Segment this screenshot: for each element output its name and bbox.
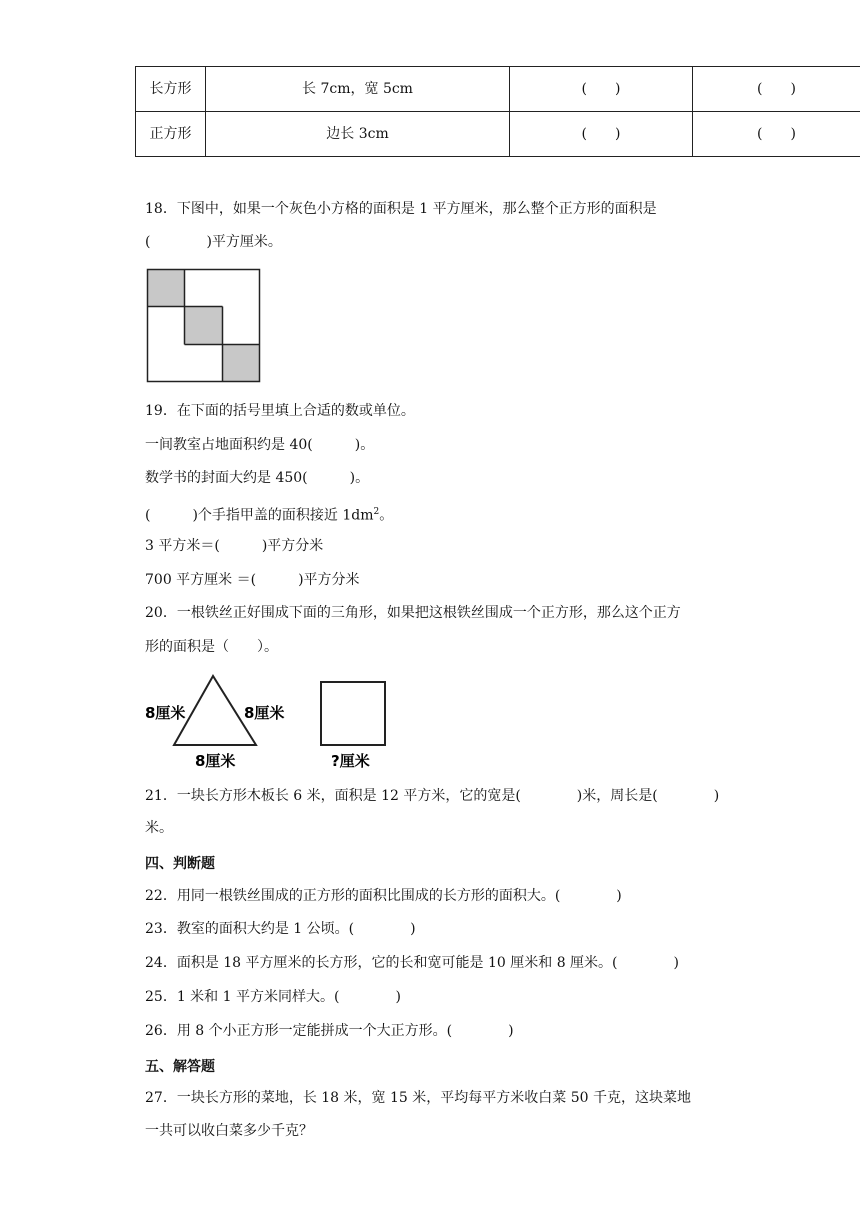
question-19-item-3-end: 。 xyxy=(379,507,394,524)
triangle-right-label: 8厘米 xyxy=(244,704,285,722)
question-19-item-4: 3 平方米＝( )平方分米 xyxy=(145,538,324,554)
square-shape xyxy=(321,682,385,745)
question-19-title: 19．在下面的括号里填上合适的数或单位。 xyxy=(145,403,415,419)
table-cell-dims: 长 7cm，宽 5cm xyxy=(302,81,413,97)
gray-cell xyxy=(185,307,223,345)
question-19-item-3 xyxy=(145,504,393,524)
grid-square-figure xyxy=(146,268,262,384)
square-bottom-label: ?厘米 xyxy=(331,752,370,770)
table-cell-blank: ( ) xyxy=(581,81,621,97)
table-cell-blank: ( ) xyxy=(757,81,796,97)
table-cell-shape: 长方形 xyxy=(149,81,192,97)
question-19-item-2: 数学书的封面大约是 450( )。 xyxy=(145,470,370,486)
superscript-2: 2 xyxy=(373,507,380,517)
question-25: 25．1 米和 1 平方米同样大。( ) xyxy=(145,989,401,1005)
table-cell-dims: 边长 3cm xyxy=(326,126,389,142)
question-20-line1: 20．一根铁丝正好围成下面的三角形，如果把这根铁丝围成一个正方形，那么这个正方 xyxy=(145,605,681,621)
triangle-left-label: 8厘米 xyxy=(145,704,186,722)
question-19-item-3-text: ( )个手指甲盖的面积接近 1dm xyxy=(145,507,374,524)
triangle-bottom-label: 8厘米 xyxy=(195,752,236,770)
gray-cell xyxy=(223,345,260,382)
table-cell-blank: ( ) xyxy=(581,126,621,142)
question-18-line1: 18．下图中，如果一个灰色小方格的面积是 1 平方厘米，那么整个正方形的面积是 xyxy=(145,201,657,217)
question-20-line2: 形的面积是（ ）。 xyxy=(145,639,278,655)
question-27-line2: 一共可以收白菜多少千克？ xyxy=(145,1123,313,1139)
table-cell-blank: ( ) xyxy=(757,126,796,142)
question-27-line1: 27．一块长方形的菜地，长 18 米，宽 15 米，平均每平方米收白菜 50 千克，这块菜地 xyxy=(145,1090,691,1106)
triangle-square-figure xyxy=(140,670,400,772)
table-cell-shape: 正方形 xyxy=(149,126,192,142)
question-24: 24．面积是 18 平方厘米的长方形，它的长和宽可能是 10 厘米和 8 厘米。( ) xyxy=(145,955,679,971)
question-19-item-1: 一间教室占地面积约是 40( )。 xyxy=(145,437,375,453)
question-19-item-5: 700 平方厘米 ＝( )平方分米 xyxy=(145,572,360,588)
question-18-line2: ( )平方厘米。 xyxy=(145,234,282,250)
question-23: 23．教室的面积大约是 1 公顷。( ) xyxy=(145,921,416,937)
question-21-line1: 21．一块长方形木板长 6 米，面积是 12 平方米，它的宽是( )米，周长是( ) xyxy=(145,788,720,804)
gray-cell xyxy=(148,270,185,307)
question-21-line2: 米。 xyxy=(145,820,173,836)
section-5-heading: 五、解答题 xyxy=(145,1059,215,1075)
section-4-heading: 四、判断题 xyxy=(145,856,215,872)
question-22: 22．用同一根铁丝围成的正方形的面积比围成的长方形的面积大。( ) xyxy=(145,888,622,904)
question-26: 26．用 8 个小正方形一定能拼成一个大正方形。( ) xyxy=(145,1023,514,1039)
